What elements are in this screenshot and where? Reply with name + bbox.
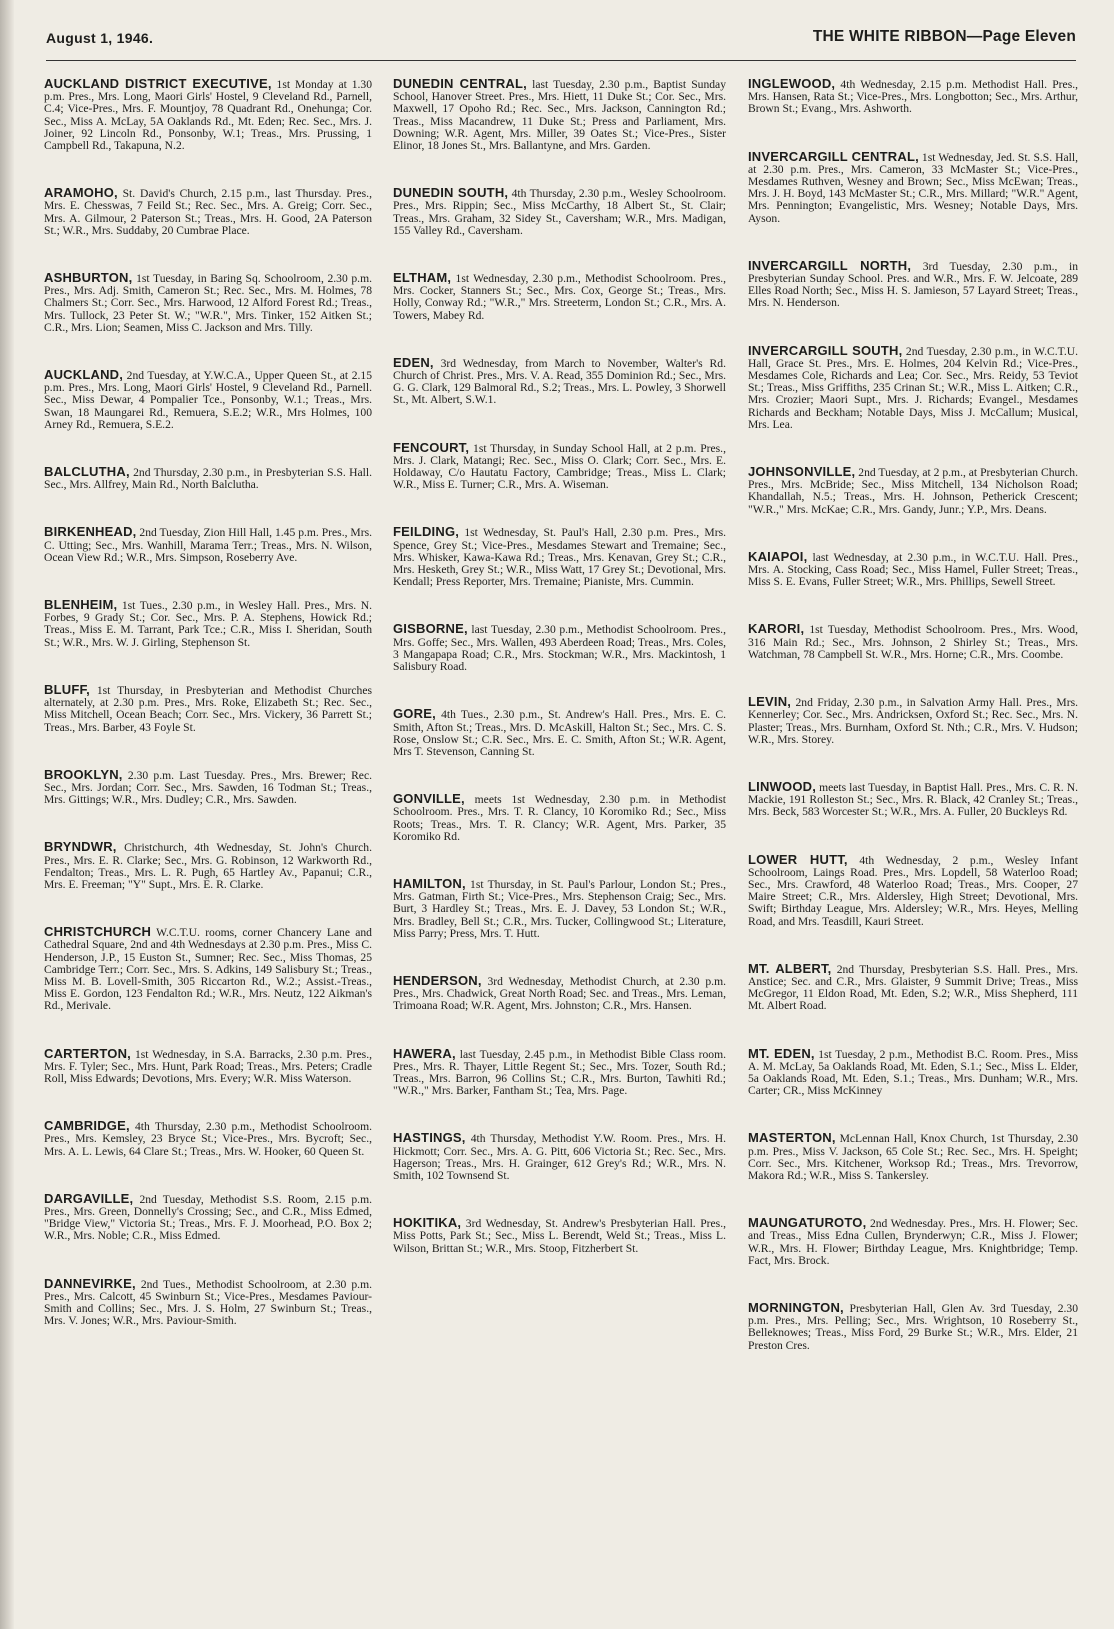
branch-entry bbox=[44, 369, 372, 431]
branch-name: BLENHEIM, bbox=[44, 597, 118, 613]
branch-entry bbox=[393, 526, 726, 588]
branch-entry bbox=[44, 1275, 372, 1328]
branch-details: 2.30 p.m. Last Tuesday. Pres., Mrs. Brewer; Rec. Sec., Mrs. Jordan; Corr. Sec., Mrs. Sawden, 16 Todman St.; Treas., Mrs. Gittings; W.R., Mrs. Dudley; C.R., Mrs. Sawden. bbox=[44, 768, 372, 807]
branch-name: ARAMOHO, bbox=[44, 185, 118, 201]
branch-name: INGLEWOOD, bbox=[748, 76, 836, 91]
branch-name: HASTINGS, bbox=[393, 1130, 466, 1146]
branch-details: 1st Tues., 2.30 p.m., in Wesley Hall. Pres., Mrs. N. Forbes, 9 Grady St.; Cor. Sec., Mrs. P. A. Stephens, Howick Rd.; Treas., Miss E. M. Tarrant, Park Tce.; C.R., Miss I. Sheridan, South St.; W.R., Mrs. W. J. Girling, Stephenson St. bbox=[44, 599, 373, 649]
column-2 bbox=[393, 78, 726, 1615]
branch-entry bbox=[44, 841, 372, 891]
branch-details: 2nd Tuesday, at Y.W.C.A., Upper Queen St., at 2.15 p.m. Pres., Mrs. Long, Maori Girls' Hostel, 9 Cleveland Rd., Parnell. Sec., Miss Dewar, 4 Pompalier Tce., Ponsonby, W.1.; Treas., Mrs. Swan, 18 Maungarei Rd., Remuera, S.E.2; W.R., Mrs Holmes, 100 Arney Rd., Remuera, S.E.2. bbox=[44, 369, 373, 431]
branch-details: 3rd Wednesday, St. Andrew's Presbyterian Hall. Pres., Miss Potts, Park St.; Sec., Miss L. Berendt, Weld St.; Treas., Miss L. Wilson, Brittan St.; W.R., Mrs. Stoop, Fitzherbert St. bbox=[393, 1217, 726, 1255]
branch-name: INVERCARGILL SOUTH, bbox=[748, 342, 903, 358]
branch-name: KARORI, bbox=[748, 621, 805, 637]
branch-entry bbox=[393, 972, 726, 1013]
branch-details: Presbyterian Hall, Glen Av. 3rd Tuesday, 2.30 p.m. Pres., Mrs. Pelling; Sec., Mrs. Wrightson, 10 Roseberry St., Belleknowes; Treas., Miss Ford, 29 Burke St.; W.R., Mrs. Elder, 21 Preston Cres. bbox=[748, 1301, 1078, 1352]
branch-entry bbox=[748, 466, 1078, 516]
branch-entry bbox=[393, 708, 726, 758]
branch-details: 2nd Tuesday, Zion Hill Hall, 1.45 p.m. Pres., Mrs. C. Utting; Sec., Mrs. Wanhill, Marama Terr.; Treas., Mrs. N. Wilson, Ocean View Rd.; W.R., Mrs. Simpson, Roseberry Ave. bbox=[44, 526, 372, 564]
branch-entry bbox=[748, 1045, 1078, 1098]
branch-details: 1st Monday at 1.30 p.m. Pres., Mrs. Long, Maori Girls' Hostel, 9 Cleveland Rd., Parnell, C.4; Vice-Pres., Mrs. F. Mountjoy, 78 Quadrant Rd., Onehunga; Cor. Sec., Miss A. McLay, 5A Oaklands Rd., Mt. Eden; Rec. Sec., Mrs. J. Joiner, 92 Lincoln Rd., Ponsonby, W.1; Treas., Mrs. Prussing, 1 Campbell Rd., Takapuna, N.2. bbox=[44, 78, 372, 153]
branch-entry bbox=[748, 851, 1078, 928]
branch-entry bbox=[748, 548, 1078, 589]
branch-details: 1st Tuesday, in Baring Sq. Schoolroom, 2.30 p.m. Pres., Mrs. Adj. Smith, Cameron St.; Rec. Sec., Mrs. M. Holmes, 78 Chalmers St.; Corr. Sec., Mrs. Harwood, 12 Alford Forest Rd.; Treas., Mrs. Tullock, 23 Peter St. W.; "W.R.", Mrs. Tinker, 152 Aitken St.; C.R., Mrs. Lion; Seamen, Miss C. Jackson and Mrs. Tilly. bbox=[44, 272, 372, 334]
branch-name: BIRKENHEAD, bbox=[44, 524, 137, 540]
branch-name: ASHBURTON, bbox=[44, 270, 133, 286]
branch-name: MORNINGTON, bbox=[748, 1299, 844, 1315]
branch-details: 2nd Tues., Methodist Schoolroom, at 2.30 p.m. Pres., Mrs. Calcott, 45 Swinburn St.; Vice-Pres., Mesdames Paviour-Smith and Collins; Sec., Mrs. J. S. Holm, 27 Swinburn St.; Treas., Mrs. V. Jones; W.R., Mrs. Paviour-Smith. bbox=[44, 1277, 372, 1328]
branch-details: 3rd Wednesday, Methodist Church, at 2.30 p.m. Pres., Mrs. Chadwick, Great North Road; Sec. and Treas., Mrs. Leman, Trimoana Road; W.R. Agent, Mrs. Johnston; C.R., Mrs. Hansen. bbox=[393, 974, 726, 1013]
branch-entry bbox=[748, 696, 1078, 746]
branch-name: CHRISTCHURCH bbox=[44, 924, 152, 940]
page-header bbox=[46, 22, 1076, 54]
branch-details: meets 1st Wednesday, 2.30 p.m. in Methodist Schoolroom. Pres., Mrs. T. R. Clancy, 10 Koromiko Rd.; Sec., Miss Roots; Treas., Mrs. T. R. Clancy; W.R. Agent, Mrs. Parker, 35 Koromiko Rd. bbox=[393, 793, 726, 843]
branch-details: 2nd Tuesday, at 2 p.m., at Presbyterian Church. Pres., Mrs. McBride; Sec., Miss Mitchell, 134 Nicholson Road; Khandallah, N.5.; Treas., Mrs. H. Johnson, Petherick Crescent; "W.R.," Mrs. McKae; C.R., Mrs. Gandy, Junr.; Y.P., Mrs. Deans. bbox=[748, 466, 1078, 516]
branch-name: INVERCARGILL CENTRAL, bbox=[748, 148, 919, 164]
branch-details: 4th Tues., 2.30 p.m., St. Andrew's Hall. Pres., Mrs. E. C. Smith, Afton St.; Treas., Mrs. D. McAskill, Halton St.; Sec., Mrs. C. S. Rose, Onslow St.; C.R. Sec., Mrs. E. C. Smith, Afton St.; W.R. Agent, Mrs T. Stevenson, Canning St. bbox=[393, 708, 726, 758]
branch-entry bbox=[44, 272, 372, 334]
branch-name: DARGAVILLE, bbox=[44, 1190, 134, 1206]
branch-details: Christchurch, 4th Wednesday, St. John's Church. Pres., Mrs. E. R. Clarke; Sec., Mrs. G. Robinson, 12 Warkworth Rd., Fendalton; Treas., Mrs. L. R. Pugh, 65 Hartley Av., Papanui; C.R., Mrs. E. Freeman; "Y" Supt., Mrs. E. R. Clarke. bbox=[44, 841, 372, 891]
branch-name: AUCKLAND DISTRICT EXECUTIVE, bbox=[44, 76, 272, 91]
branch-details: 1st Wednesday, Jed. St. S.S. Hall, at 2.30 p.m. Pres., Mrs. Cameron, 33 McMaster St.; Vice-Pres., Mesdames Ruthven, Wesney and Brown; Sec., Miss McEwan; Treas., Mrs. J. H. Boyd, 143 McMaster St.; C.R., Mrs. Millard; "W.R." Agent, Mrs. Pennington; Evangelistic, Mrs. Wesney; Notable Days, Mrs. Ayson. bbox=[748, 150, 1078, 225]
branch-name: INVERCARGILL NORTH, bbox=[748, 257, 912, 273]
branch-details: 2nd Thursday, Presbyterian S.S. Hall. Pres., Mrs. Anstice; Sec. and C.R., Mrs. Glaister, 9 Summit Drive; Treas., Miss McGregor, 11 Eldon Road, Mt. Eden, S.2; W.R., Miss Shepherd, 111 Mt. Albert Road. bbox=[748, 962, 1078, 1013]
branch-name: LINWOOD, bbox=[748, 778, 817, 794]
branch-name: HOKITIKA, bbox=[393, 1215, 462, 1231]
branch-details: 2nd Friday, 2.30 p.m., in Salvation Army Hall. Pres., Mrs. Kennerley; Cor. Sec., Mrs. Andricksen, Oxford St.; Rec. Sec., Mrs. N. Plaster; Treas., Mrs. Burnham, Oxford St. Nth.; C.R., Mrs. V. Hudson; W.R., Mrs. Storey. bbox=[748, 696, 1078, 746]
branch-name: AUCKLAND, bbox=[44, 367, 124, 383]
branch-details: last Tuesday, 2.30 p.m., Methodist Schoolroom. Pres., Mrs. Goffe; Sec., Mrs. Wallen, 493 Aberdeen Road; Treas., Mrs. Coles, 3 Mangapapa Road; C.R., Mrs. Stockman; W.R., Mrs. Mackintosh, 1 Salisbury Road. bbox=[393, 623, 726, 674]
branch-entry bbox=[44, 766, 372, 807]
branch-details: 2nd Tuesday, Methodist S.S. Room, 2.15 p.m. Pres., Mrs. Green, Donnelly's Crossing; Sec., and C.R., Miss Edmed, "Bridge View," Victoria St.; Treas., Mrs. F. J. Moorhead, P.O. Box 2; W.R., Mrs. Noble; C.R., Miss Edmed. bbox=[44, 1192, 372, 1243]
branch-details: McLennan Hall, Knox Church, 1st Thursday, 2.30 p.m. Pres., Miss V. Jackson, 65 Cole St.; Rec. Sec., Mrs. H. Speight; Corr. Sec., Mrs. Kitchener, Worksop Rd.; Treas., Mrs. Trevorrow, Makora Rd.; W.R., Miss S. Tankersley. bbox=[748, 1132, 1078, 1182]
branch-details: 2nd Thursday, 2.30 p.m., in Presbyterian S.S. Hall. Sec., Mrs. Allfrey, Main Rd., North Balclutha. bbox=[44, 466, 372, 492]
branch-entry bbox=[748, 148, 1078, 225]
branch-entry bbox=[44, 526, 372, 564]
branch-name: GONVILLE, bbox=[393, 791, 465, 807]
branch-entry bbox=[748, 342, 1078, 431]
branch-name: JOHNSONVILLE, bbox=[748, 464, 856, 480]
branch-entry bbox=[44, 1045, 372, 1086]
branch-details: 2nd Tuesday, 2.30 p.m., in W.C.T.U. Hall, Grace St. Pres., Mrs. E. Holmes, 204 Kelvin Rd.; Vice-Pres., Mesdames Cole, Richards and Lea; Cor. Sec., Mrs. Reidy, 53 Teviot St.; Treas., Miss Griffiths, 235 Crinan St.; W.R., Miss L. Aitken; C.R., Mrs. Crozier; Maori Supt., Mrs. J. Richards; Evangel., Mesdames Richards and Beckham; Notable Days, Miss J. McCallum; Musical, Mrs. Lea. bbox=[748, 344, 1078, 431]
branch-name: GORE, bbox=[393, 706, 436, 722]
branch-entry bbox=[393, 78, 726, 152]
branch-name: DUNEDIN SOUTH, bbox=[393, 185, 509, 201]
branch-entry bbox=[393, 272, 726, 322]
branch-name: BRYNDWR, bbox=[44, 839, 117, 855]
branch-entry bbox=[748, 1217, 1078, 1267]
branch-details: 1st Thursday, in Sunday School Hall, at 2 p.m. Pres., Mrs. J. Clark, Matangi; Rec. Sec., Miss O. Clark; Corr. Sec., Mrs. E. Holdaway, C/o Hautatu Factory, Cambridge; Treas., Miss L. Clark; W.R., Miss E. Turner; C.R., Mrs. A. Wiseman. bbox=[393, 441, 726, 492]
branch-entry bbox=[393, 875, 726, 940]
branch-name: FENCOURT, bbox=[393, 439, 470, 455]
branch-name: MAUNGATUROTO, bbox=[748, 1215, 867, 1231]
branch-name: DUNEDIN CENTRAL, bbox=[393, 76, 527, 91]
branch-details: 4th Thursday, 2.30 p.m., Methodist Schoolroom. Pres., Mrs. Kemsley, 23 Bryce St.; Vice-Pres., Mrs. Bycroft; Sec., Mrs. A. L. Lewis, 64 Clare St.; Treas., Mrs. W. Hooker, 60 Queen St. bbox=[44, 1120, 372, 1158]
branch-details: 1st Thursday, in Presbyterian and Methodist Churches alternately, at 2.30 p.m. Pres., Mrs. Roke, Elizabeth St.; Rec. Sec., Miss Mitchell, Ocean Beach; Corr. Sec., Mrs. Vickery, 36 Parrett St.; Treas., Mrs. Barber, 43 Foyle St. bbox=[44, 683, 372, 734]
branch-entry bbox=[393, 1045, 726, 1098]
branch-name: GISBORNE, bbox=[393, 621, 468, 637]
branch-entry bbox=[393, 1217, 726, 1255]
branch-details: 3rd Wednesday, from March to November, Walter's Rd. Church of Christ. Pres., Mrs. V. A. Read, 355 Dominion Rd.; Sec., Mrs. G. G. Clark, 129 Balmoral Rd., S.2; Treas., Mrs. L. Powley, 3 Shorwell St., Mt. Albert, S.W.1. bbox=[393, 356, 726, 407]
running-title: THE WHITE RIBBON—Page Eleven bbox=[812, 28, 1076, 45]
branch-details: 4th Thursday, Methodist Y.W. Room. Pres., Mrs. H. Hickmott; Corr. Sec., Mrs. A. G. Pitt, 606 Victoria St.; Rec. Sec., Mrs. Hagerson; Treas., Mrs. H. Grainger, 612 Grey's Rd.; W.R., Mrs. N. Smith, 102 Townsend St. bbox=[393, 1132, 726, 1182]
branch-entry bbox=[44, 599, 372, 649]
page-spine-shadow bbox=[0, 0, 14, 1629]
branch-name: LOWER HUTT, bbox=[748, 851, 848, 867]
branch-details: W.C.T.U. rooms, corner Chancery Lane and Cathedral Square, 2nd and 4th Wednesdays at 2.30 p.m. Pres., Miss C. Henderson, J.P., 15 Euston St., Sumner; Rec. Sec., Miss Thomas, 25 Cambridge Terr.; Corr. Sec., Mrs. S. Adkins, 149 Salisbury St.; Treas., Miss M. B. Lovell-Smith, 305 Riccarton Rd., W.2.; Assist.-Treas., Miss E. Gordon, 123 Fendalton Rd.; W.R., Mrs. Neutz, 122 Aikman's Rd., Merivale. bbox=[44, 926, 372, 1013]
branch-name: BROOKLYN, bbox=[44, 766, 123, 782]
branch-details: last Tuesday, 2.45 p.m., in Methodist Bible Class room. Pres., Mrs. R. Thayer, Little Regent St.; Sec., Mrs. Tozer, South Rd.; Treas., Mrs. Barron, 96 Collins St.; C.R., Mrs. Burton, Tawhiti Rd.; "W.R.," Mrs. Barker, Fantham St.; Tea, Mrs. Page. bbox=[393, 1047, 726, 1098]
branch-entry bbox=[748, 1299, 1078, 1352]
branch-details: 4th Wednesday, 2 p.m., Wesley Infant Schoolroom, Laings Road. Pres., Mrs. Lopdell, 58 Waterloo Road; Sec., Mrs. Crawford, 48 Waterloo Road; Treas., Mrs. Cooper, 27 Maire Street; C.R., Mrs. Aldersley, High Street; Devotional, Mrs. Swift; Birthday League, Mrs. Aldersley; W.R., Mrs. Heyes, Melling Road, and Mrs. Teasdill, Kauri Street. bbox=[748, 853, 1078, 928]
branch-details: 1st Wednesday, in S.A. Barracks, 2.30 p.m. Pres., Mrs. F. Tyler; Sec., Mrs. Hunt, Park Road; Treas., Mrs. Peters; Cradle Roll, Miss Edwards; Devotions, Mrs. Every; W.R. Miss Waterson. bbox=[44, 1047, 372, 1085]
branch-entry bbox=[44, 1120, 372, 1158]
branch-entry bbox=[44, 1190, 372, 1243]
branch-details: 1st Thursday, in St. Paul's Parlour, London St.; Pres., Mrs. Gatman, Firth St.; Vice-Pres., Mrs. Stephenson Craig; Sec., Mrs. Burt, 3 Hardley St.; Treas., Mrs. E. J. Davey, 53 London St.; W.R., Mrs. Bradley, Bell St.; C.R., Mrs. Tucker, Collingwood St.; Literature, Miss Parry; Press, Mrs. T. Hutt. bbox=[393, 877, 726, 940]
branch-entry bbox=[44, 466, 372, 491]
issue-date: August 1, 1946. bbox=[46, 30, 154, 46]
branch-name: LEVIN, bbox=[748, 694, 792, 710]
branch-entry bbox=[748, 960, 1078, 1013]
branch-entry bbox=[393, 793, 726, 843]
branch-entry bbox=[393, 1132, 726, 1182]
header-rule bbox=[46, 60, 1076, 61]
branch-name: FEILDING, bbox=[393, 524, 460, 540]
branch-entry bbox=[393, 187, 726, 237]
branch-details: 3rd Tuesday, 2.30 p.m., in Presbyterian Sunday School. Pres. and W.R., Mrs. F. W. Jelcoate, 289 Elles Road North; Sec., Miss H. S. Jamieson, 57 Layard Street; Treas., Mrs. N. Henderson. bbox=[748, 259, 1079, 310]
column-3 bbox=[748, 78, 1078, 1615]
branch-entry bbox=[393, 623, 726, 673]
branch-name: ELTHAM, bbox=[393, 270, 452, 286]
branch-details: 4th Thursday, 2.30 p.m., Wesley Schoolroom. Pres., Mrs. Rippin; Sec., Miss McCarthy, 18 Albert St., St. Clair; Treas., Mrs. Graham, 32 Sidey St., Caversham; W.R., Mrs. Madigan, 155 Valley Rd., Caversham. bbox=[393, 187, 726, 237]
branch-details: last Wednesday, at 2.30 p.m., in W.C.T.U. Hall. Pres., Mrs. A. Stocking, Cass Road; Sec., Miss Hamel, Fuller Street; Treas., Miss S. E. Evans, Fuller Street; W.R., Mrs. Phillips, Sewell Street. bbox=[748, 550, 1078, 589]
branch-name: CARTERTON, bbox=[44, 1045, 131, 1061]
branch-details: 1st Tuesday, Methodist Schoolroom. Pres., Mrs. Wood, 316 Main Rd.; Sec., Mrs. Johnson, 2 Shirley St.; Treas., Mrs. Watchman, 78 Campbell St. W.R., Mrs. Horne; C.R., Mrs. Coombe. bbox=[748, 623, 1078, 661]
branch-entry bbox=[393, 354, 726, 407]
branch-details: 1st Wednesday, 2.30 p.m., Methodist Schoolroom. Pres., Mrs. Cocker, Stanners St.; Sec., Mrs. Cox, George St.; Treas., Mrs. Holly, Conway Rd.; "W.R.," Mrs. Streeterm, London St.; C.R., Mrs. A. Towers, Mabey Rd. bbox=[393, 272, 726, 322]
branch-entry bbox=[44, 187, 372, 237]
branch-name: CAMBRIDGE, bbox=[44, 1118, 130, 1134]
branch-entry bbox=[44, 78, 372, 152]
branch-details: 4th Wednesday, 2.15 p.m. Methodist Hall. Pres., Mrs. Hansen, Rata St.; Vice-Pres., Mrs. Longbotton; Sec., Mrs. Arthur, Brown St.; Evang., Mrs. Ashworth. bbox=[748, 78, 1078, 116]
branch-entry bbox=[748, 623, 1078, 661]
branch-name: BLUFF, bbox=[44, 681, 90, 697]
branch-details: 1st Tuesday, 2 p.m., Methodist B.C. Room. Pres., Miss A. M. McLay, 5a Oaklands Road, Mt. Eden, S.1.; Sec., Miss L. Elder, 5a Oaklands Road, Mt. Eden, S.1.; Treas., Mrs. Dunham; W.R., Mrs. Carter; CR., Miss McKinney bbox=[748, 1047, 1078, 1098]
branch-name: KAIAPOI, bbox=[748, 548, 808, 564]
branch-details: last Tuesday, 2.30 p.m., Baptist Sunday School, Hanover Street. Pres., Mrs. Hiett, 11 Duke St.; Cor. Sec., Mrs. Maxwell, 17 Opoho Rd.; Rec. Sec., Mrs. Jackson, Cannington Rd.; Treas., Miss Macandrew, 11 Duke St.; Press and Parliament, Mrs. Downing; W.R. Agent, Mrs. Miller, 39 Oates St.; Vice-Pres., Sister Elinor, 18 Jones St., Mrs. Ballantyne, and Mrs. Garden. bbox=[393, 78, 726, 153]
branch-entry bbox=[748, 78, 1078, 116]
branch-entry bbox=[748, 778, 1078, 819]
branch-details: 1st Wednesday, St. Paul's Hall, 2.30 p.m. Pres., Mrs. Spence, Grey St.; Vice-Pres., Mesdames Stewart and Tremaine; Sec., Mrs. Whisker, Kawa-Kawa Rd.; Treas., Mrs. Kenavan, Grey St.; C.R., Mrs. Hesketh, Grey St.; W.R., Miss Watt, 17 Grey St.; Devotional, Mrs. Kendall; Press Reporter, Mrs. Tremaine; Pianiste, Mrs. Cummin. bbox=[393, 526, 727, 589]
branch-entry bbox=[393, 439, 726, 492]
column-1 bbox=[44, 78, 372, 1615]
branch-name: HENDERSON, bbox=[393, 972, 482, 988]
branch-entry bbox=[748, 257, 1079, 310]
branch-details: 2nd Wednesday. Pres., Mrs. H. Flower; Sec. and Treas., Miss Edna Cullen, Brynderwyn; C.R., Miss J. Flower; W.R., Mrs. H. Flower; Birthday League, Mrs. Knightbridge; Temp. Fact, Mrs. Brock. bbox=[748, 1217, 1078, 1267]
branch-name: MT. EDEN, bbox=[748, 1045, 815, 1061]
branch-entry bbox=[44, 681, 372, 734]
branch-entry bbox=[748, 1132, 1078, 1182]
branch-name: MT. ALBERT, bbox=[748, 960, 832, 976]
branch-details: meets last Tuesday, in Baptist Hall. Pres., Mrs. C. R. N. Mackie, 191 Rolleston St.; Sec., Mrs. R. Black, 42 Cranley St.; Treas., Mrs. Beck, 583 Worcester St.; W.R., Mrs. A. Fuller, 20 Buckleys Rd. bbox=[748, 780, 1078, 819]
branch-name: BALCLUTHA, bbox=[44, 464, 130, 480]
branch-name: EDEN, bbox=[393, 354, 434, 370]
branch-entry bbox=[44, 926, 372, 1012]
branch-name: HAMILTON, bbox=[393, 875, 466, 891]
branch-details: St. David's Church, 2.15 p.m., last Thursday. Pres., Mrs. E. Chesswas, 7 Feild St.; Rec. Sec., Mrs. A. Greig; Corr. Sec., Mrs. A. Gilmour, 2 Paterson St.; Treas., Mrs. H. Good, 2A Paterson St.; W.R., Mrs. Suddaby, 20 Cumbrae Place. bbox=[44, 187, 372, 237]
branch-name: DANNEVIRKE, bbox=[44, 1275, 136, 1291]
branch-name: HAWERA, bbox=[393, 1045, 456, 1061]
branch-name: MASTERTON, bbox=[748, 1130, 836, 1146]
